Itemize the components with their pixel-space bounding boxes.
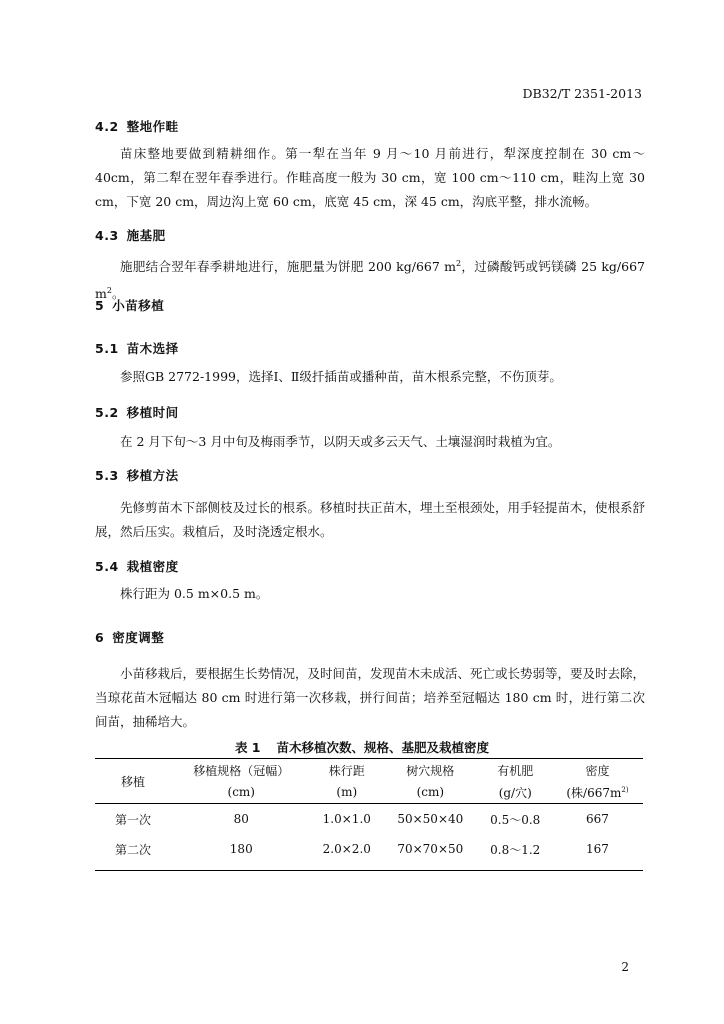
section-number: 5.3 (95, 468, 119, 483)
table-row (95, 834, 643, 871)
section-number: 4.2 (95, 119, 119, 134)
section-number: 5.1 (95, 341, 119, 356)
column-unit: (g/穴) (479, 781, 552, 804)
heading-6 (95, 628, 172, 646)
heading-4-3 (95, 226, 174, 244)
paragraph-5-3: 先修剪苗木下部侧枝及过长的根系。移植时扶正苗木，埋土至根颈处，用手轻提苗木，使根系舒展，然后压实。栽植后，及时浇透定根水。 (95, 500, 646, 539)
table-cell: 2.0×2.0 (312, 834, 383, 871)
table-cell: 0.5～0.8 (490, 812, 541, 827)
paragraph-5-2: 在 2 月下旬～3 月中旬及梅雨季节，以阴天或多云天气、土壤湿润时栽植为宜。 (120, 434, 561, 449)
table-row (95, 804, 643, 835)
column-unit: (cm) (382, 781, 478, 804)
column-header: 移植规格（冠幅） (171, 759, 312, 782)
paragraph-4-3 (95, 252, 645, 306)
row-label: 第二次 (95, 834, 171, 871)
page-number: 2 (621, 960, 629, 974)
table-cell: 0.8～1.2 (479, 834, 552, 871)
unit-superscript: 2) (621, 785, 629, 794)
section-title: 苗木选择 (126, 341, 179, 356)
heading-5 (95, 296, 172, 314)
section-number: 5.2 (95, 405, 119, 420)
paragraph-4-2: 苗床整地要做到精耕细作。第一犁在当年 9 月～10 月前进行，犁深度控制在 30 cm～40cm，第二犁在翌年春季进行。作畦高度一般为 30 cm，宽 100 cm～110 cm，畦沟上宽 30 cm，下宽 20 cm，周边沟上宽 60 cm，底宽 45 cm，深 45 cm，沟底平整，排水流畅。 (95, 146, 645, 209)
paragraph-6: 小苗移栽后，要根据生长势情况，及时间苗，发现苗木未成活、死亡或长势弱等，要及时去除，当琼花苗木冠幅达 80 cm 时进行第一次移栽，拼行间苗；培养至冠幅达 180 cm 时，进行第二次间苗，抽稀培大。 (95, 666, 646, 729)
table-cell: 80 (233, 812, 249, 826)
table-cell: 667 (586, 812, 609, 826)
section-number: 5 (95, 298, 105, 313)
section-title: 密度调整 (112, 630, 165, 645)
section-number: 5.4 (95, 559, 119, 574)
table-unit-row (95, 781, 643, 804)
column-header: 密度 (552, 759, 643, 782)
section-title: 施基肥 (126, 228, 166, 243)
paragraph-5-4: 株行距为 0.5 m×0.5 m。 (120, 586, 269, 601)
heading-5-4 (95, 557, 187, 575)
superscript: 2 (455, 259, 462, 268)
column-unit (552, 781, 643, 804)
table-number: 表 1 (234, 740, 261, 755)
table-header-row (95, 759, 643, 782)
unit-text: (株/667m (566, 785, 622, 800)
column-header: 有机肥 (479, 759, 552, 782)
text-part: ，过磷酸钙或钙镁磷 25 kg/667 m (95, 259, 646, 302)
section-title: 移植方法 (126, 468, 179, 483)
section-number: 4.3 (95, 228, 119, 243)
column-header: 株行距 (312, 759, 383, 782)
heading-4-2 (95, 117, 187, 135)
table-cell: 167 (552, 834, 643, 871)
heading-5-3 (95, 466, 187, 484)
section-title: 小苗移植 (112, 298, 165, 313)
heading-5-1 (95, 339, 187, 357)
column-unit: (m) (312, 781, 383, 804)
seedling-transplant-table (95, 758, 643, 871)
table-cell: 50×50×40 (397, 812, 464, 826)
section-title: 栽植密度 (126, 559, 179, 574)
table-cell: 1.0×1.0 (322, 812, 371, 826)
section-title: 移植时间 (126, 405, 179, 420)
text-part: 施肥结合翌年春季耕地进行，施肥量为饼肥 200 kg/667 m (120, 259, 456, 275)
table-cell: 70×70×50 (382, 834, 478, 871)
paragraph-5-1: 参照GB 2772-1999，选择Ⅰ、Ⅱ级扦插苗或播种苗，苗木根系完整，不伤顶芽。 (120, 369, 562, 384)
section-title: 整地作畦 (126, 119, 179, 134)
heading-5-2 (95, 403, 187, 421)
table-cell: 180 (171, 834, 312, 871)
column-header: 树穴规格 (382, 759, 478, 782)
table-title: 苗木移植次数、规格、基肥及栽植密度 (276, 740, 490, 755)
table-caption (0, 738, 724, 756)
section-number: 6 (95, 630, 105, 645)
table-row-header: 移植 (95, 759, 171, 804)
superscript: 2 (106, 286, 112, 296)
document-code: DB32/T 2351-2013 (522, 86, 642, 101)
row-label: 第一次 (114, 812, 151, 827)
column-unit: (cm) (171, 781, 312, 804)
text-part: 。 (111, 286, 125, 302)
